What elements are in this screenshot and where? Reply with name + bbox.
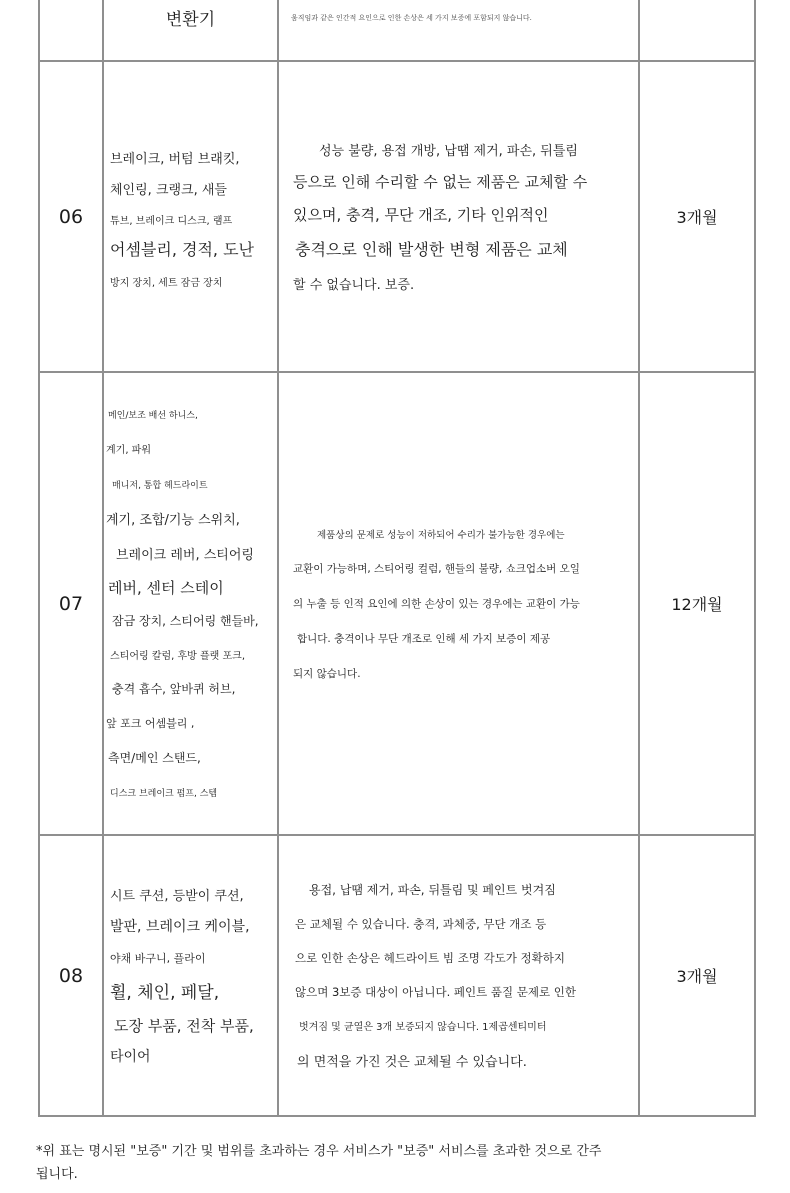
parts-line: 튜브, 브레이크 디스크, 램프 (110, 216, 233, 227)
description-line: 으로 인한 손상은 헤드라이트 빔 조명 각도가 정확하지 (295, 951, 565, 965)
parts-line: 발판, 브레이크 케이블, (110, 919, 250, 935)
parts-line: 브레이크, 버텀 브래킷, (110, 152, 240, 167)
parts-cell (103, 372, 278, 835)
parts-cell (103, 0, 278, 61)
warranty-period: 3개월 (639, 835, 755, 1116)
row-number: 06 (39, 61, 103, 372)
description-line: 의 면적을 가진 것은 교체될 수 있습니다. (297, 1055, 527, 1070)
parts-line: 체인링, 크랭크, 새들 (110, 183, 227, 198)
parts-line: 메인/보조 배선 하니스, (108, 411, 198, 421)
table-row (39, 61, 755, 372)
description-line: 벗겨짐 및 균열은 3개 보증되지 않습니다. 1제곱센티미터 (299, 1022, 547, 1033)
description-line: 제품상의 문제로 성능이 저하되어 수리가 불가능한 경우에는 (317, 529, 565, 541)
parts-line: 앞 포크 어셈블리 , (106, 717, 195, 730)
parts-line: 측면/메인 스탠드, (108, 751, 201, 765)
no-cell (39, 0, 103, 61)
description-line: 의 누출 등 인적 요인에 의한 손상이 있는 경우에는 교환이 가능 (293, 597, 580, 610)
parts-line: 방지 장치, 세트 잠금 장치 (110, 278, 223, 289)
description-text: 움직임과 같은 인간적 요인으로 인한 손상은 세 가지 보증에 포함되지 않습니다. (291, 14, 532, 22)
parts-line: 휠, 체인, 페달, (110, 983, 220, 1003)
description-line: 교환이 가능하며, 스티어링 컬럼, 핸들의 불량, 쇼크업소버 오일 (293, 562, 580, 575)
description-line: 충격으로 인해 발생한 변형 제품은 교체 (295, 240, 568, 259)
parts-text: 변환기 (165, 10, 216, 30)
parts-line: 도장 부품, 전착 부품, (114, 1017, 254, 1035)
parts-line: 어셈블리, 경적, 도난 (110, 240, 254, 259)
parts-line: 스티어링 칼럼, 후방 플랫 포크, (110, 651, 245, 662)
description-line: 할 수 없습니다. 보증. (293, 278, 415, 293)
description-cell (278, 372, 639, 835)
parts-line: 매니저, 통합 헤드라이트 (112, 481, 208, 491)
warranty-table (38, 0, 756, 1117)
description-cell (278, 0, 639, 61)
description-line: 되지 않습니다. (293, 667, 361, 680)
warranty-period: 12개월 (639, 372, 755, 835)
description-line: 성능 불량, 용접 개방, 납땜 제거, 파손, 뒤틀림 (319, 144, 578, 159)
description-line: 등으로 인해 수리할 수 없는 제품은 교체할 수 (293, 173, 588, 191)
footnote (36, 1140, 726, 1186)
description-cell (278, 61, 639, 372)
table-row-top (39, 0, 755, 61)
description-line: 있으며, 충격, 무단 개조, 기타 인위적인 (293, 206, 549, 224)
parts-line: 야채 바구니, 플라이 (110, 952, 206, 965)
parts-line: 잠금 장치, 스티어링 핸들바, (112, 614, 259, 628)
parts-line: 레버, 센터 스테이 (108, 579, 224, 597)
footnote-line: 됩니다. (36, 1167, 78, 1182)
footnote-line: *위 표는 명시된 "보증" 기간 및 범위를 초과하는 경우 서비스가 "보증" 서비스를 초과한 것으로 간주 (36, 1144, 602, 1159)
parts-line: 시트 쿠션, 등받이 쿠션, (110, 889, 244, 904)
row-number: 08 (39, 835, 103, 1116)
table-row (39, 372, 755, 835)
parts-line: 브레이크 레버, 스티어링 (116, 548, 254, 563)
table-row (39, 835, 755, 1116)
parts-line: 충격 흡수, 앞바퀴 허브, (112, 682, 236, 696)
warranty-period: 3개월 (639, 61, 755, 372)
parts-line: 계기, 파워 (106, 445, 151, 456)
description-line: 않으며 3보증 대상이 아닙니다. 페인트 품질 문제로 인한 (295, 985, 576, 999)
parts-line: 타이어 (110, 1049, 151, 1065)
parts-line: 계기, 조합/기능 스위치, (106, 513, 240, 528)
description-line: 용접, 납땜 제거, 파손, 뒤틀림 및 페인트 벗겨짐 (309, 883, 556, 897)
period-cell (639, 0, 755, 61)
description-line: 은 교체될 수 있습니다. 충격, 과체중, 무단 개조 등 (295, 917, 547, 931)
parts-cell (103, 61, 278, 372)
parts-line: 디스크 브레이크 펌프, 스템 (110, 789, 218, 799)
parts-cell (103, 835, 278, 1116)
description-cell (278, 835, 639, 1116)
row-number: 07 (39, 372, 103, 835)
description-line: 합니다. 충격이나 무단 개조로 인해 세 가지 보증이 제공 (297, 632, 551, 645)
